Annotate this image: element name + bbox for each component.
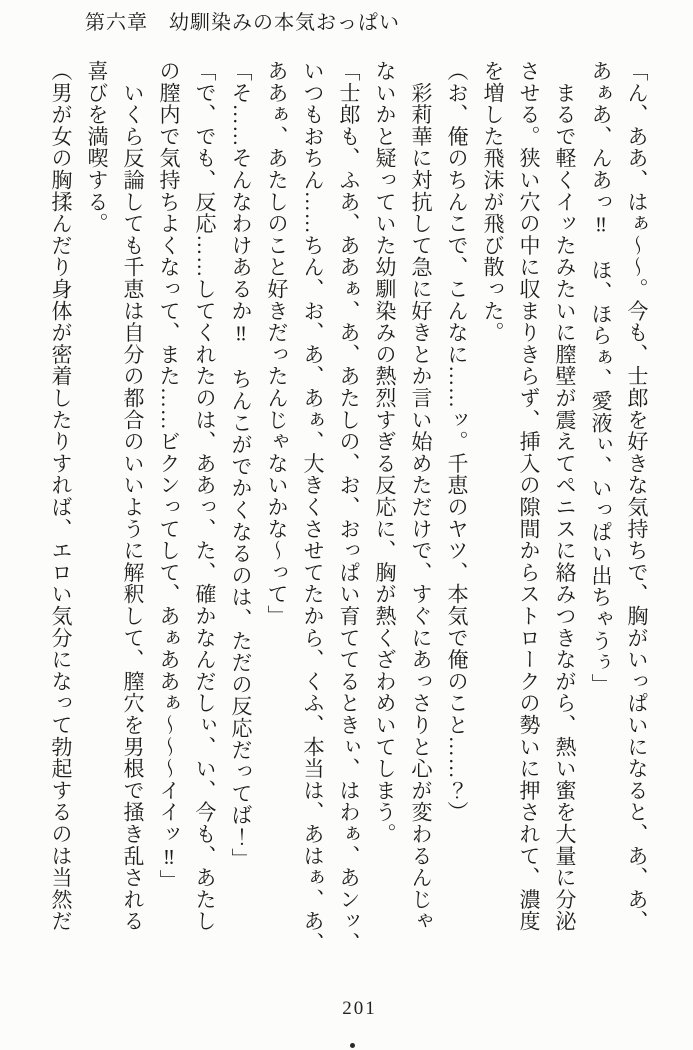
text-column: 「ん、ああ、はぁ～～。今も、士郎を好きな気持ちで、胸がいっぱいになると、あ、あ、 (625, 60, 649, 932)
chapter-header: 第六章 幼馴染みの本気おっぱい (85, 12, 400, 34)
page-number: 201 (342, 998, 377, 1019)
text-column: を増した飛沫が飛び散った。 (481, 60, 505, 344)
text-column: あぁあ、んあっ‼ ほ、ほらぁ、愛液ぃ、いっぱい出ちゃうぅ」 (589, 60, 613, 696)
text-body (43, 60, 655, 962)
text-column: ああぁ、あたしのこと好きだったんじゃないかな～って」 (265, 60, 289, 627)
text-column: （お、俺のちんこで、こんなに……ッ。千恵のヤツ、本気で俺のこと……？） (445, 60, 469, 823)
text-column: 喜びを満喫する。 (85, 60, 109, 235)
text-column: いくら反論しても千恵は自分の都合のいいように解釈して、膣穴を男根で掻き乱される (121, 60, 145, 932)
text-column: 「で、でも、反応……してくれたのは、ああっ、た、確かなんだしぃ、い、今も、あたし (193, 60, 217, 932)
text-column: 彩莉華に対抗して急に好きとか言い始めただけで、すぐにあっさりと心が変わるんじゃ (409, 60, 433, 932)
text-column: まるで軽くイッたみたいに膣壁が震えてペニスに絡みつきながら、熱い蜜を大量に分泌 (553, 60, 577, 932)
text-column: 「そ……そんなわけあるか‼ ちんこがでかくなるのは、ただの反応だってば！」 (229, 60, 253, 870)
text-column: ないかと疑っていた幼馴染みの熱烈すぎる反応に、胸が熱くざわめいてしまう。 (373, 60, 397, 845)
text-column: の膣内で気持ちよくなって、また……ビクンってして、あぁああぁ～～～イイッ‼」 (157, 60, 181, 892)
text-column: いつもおちん……ちん、お、あ、あぁ、大きくさせてたから、くふ、本当は、あはぁ、あ、 (301, 60, 325, 954)
text-column: 「士郎も、ふあ、ああぁ、あ、あたしの、お、おっぱい育ててるときぃ、はわぁ、あンッ、 (337, 60, 361, 954)
text-column: させる。狭い穴の中に収まりきらず、挿入の隙間からストロークの勢いに押されて、濃度 (517, 60, 541, 932)
page-corner-mark (350, 1043, 355, 1048)
text-column: （男が女の胸揉んだり身体が密着したりすれば、エロい気分になって勃起するのは当然だ (49, 60, 73, 932)
